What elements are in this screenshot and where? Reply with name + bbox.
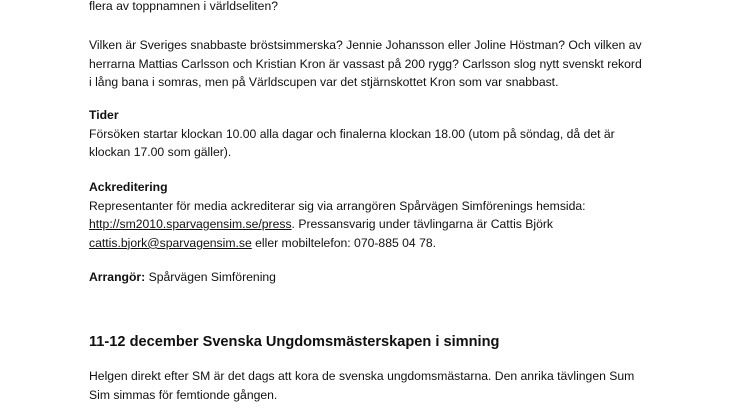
ackreditering-line-2 — [89, 215, 669, 234]
press-url-link[interactable]: http://sm2010.sparvagensim.se/press — [89, 217, 292, 232]
section2-paragraph — [89, 367, 669, 404]
tider-section — [89, 106, 669, 162]
tider-line-1: Försöken startar klockan 10.00 alla dagar och finalerna klockan 18.00 (utom på söndag, då det är — [89, 126, 615, 141]
tider-line-2: klockan 17.00 som gäller). — [89, 145, 232, 160]
swimmers-paragraph — [89, 36, 669, 92]
press-contact-text: . Pressansvarig under tävlingarna är Cattis Björk — [291, 217, 554, 232]
swimmers-line-1: Vilken är Sveriges snabbaste bröstsimmerska? Jennie Johansson eller Joline Höstman? Och vilken av — [89, 38, 642, 52]
ackreditering-line-1: Representanter för media ackrediterar sig via arrangören Spårvägen Simförenings hemsida: — [89, 198, 586, 213]
swimmers-line-2: herrarna Mattias Carlsson och Kristian Kron är vassast på 200 rygg? Carlsson slog nytt svenskt rekord — [89, 56, 642, 71]
arrangor-line — [89, 268, 669, 287]
tider-heading: Tider — [89, 108, 119, 122]
ackreditering-section — [89, 178, 669, 252]
ackreditering-line-3 — [89, 234, 669, 253]
email-link[interactable]: cattis.bjork@sparvagensim.se — [89, 235, 252, 250]
arrangor-value: Spårvägen Simförening — [145, 270, 276, 284]
section2-line-2: Sim simmas för femtionde gången. — [89, 387, 278, 402]
phone-text: eller mobiltelefon: 070-885 04 78. — [251, 235, 437, 250]
section2-heading-block — [89, 332, 669, 352]
intro-tail-line: flera av toppnamnen i världseliten? — [89, 0, 279, 13]
ackreditering-heading: Ackreditering — [89, 180, 168, 194]
arrangor-label: Arrangör: — [89, 270, 146, 284]
intro-tail-paragraph — [89, 0, 669, 16]
section2-line-1: Helgen direkt efter SM är det dags att kora de svenska ungdomsmästarna. Den anrika tävlingen Sum — [89, 369, 635, 383]
swimmers-line-3: i lång bana i somras, men på Världscupen var det stjärnskottet Kron som var snabbast. — [89, 75, 559, 90]
section2-title: 11-12 december Svenska Ungdomsmästerskapen i simning — [89, 334, 500, 350]
arrangor-paragraph — [89, 268, 669, 287]
